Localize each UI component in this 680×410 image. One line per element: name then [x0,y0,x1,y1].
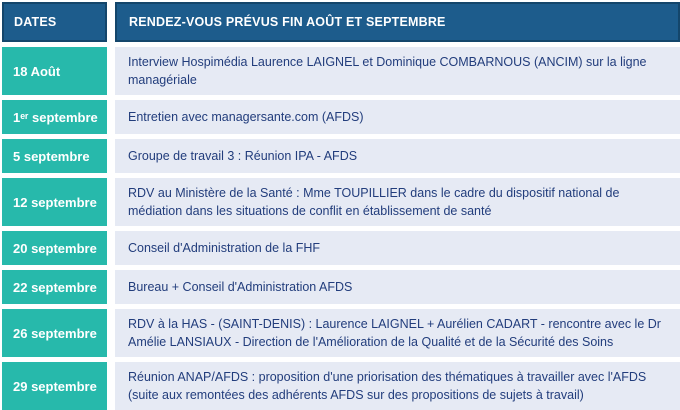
table-row [2,270,680,304]
date-cell: 18 Août [2,47,107,95]
table-row [2,231,680,265]
event-cell: RDV au Ministère de la Santé : Mme TOUPILLIER dans le cadre du dispositif national de médiation dans les situations de conflit en établissement de santé [115,178,680,226]
table-row [2,47,680,95]
appointments-column-header: RENDEZ-VOUS PRÉVUS FIN AOÛT ET SEPTEMBRE [115,2,680,42]
date-cell: 29 septembre [2,362,107,410]
date-cell: 12 septembre [2,178,107,226]
date-cell: 1ᵉʳ septembre [2,100,107,134]
table-row [2,139,680,173]
table-row [2,362,680,410]
date-cell: 20 septembre [2,231,107,265]
event-cell: Groupe de travail 3 : Réunion IPA - AFDS [115,139,680,173]
event-cell: Bureau + Conseil d'Administration AFDS [115,270,680,304]
table-header-row [2,2,680,42]
event-cell: Réunion ANAP/AFDS : proposition d'une priorisation des thématiques à travailler avec l'AFDS (suite aux remontées des adhérents AFDS sur des propositions de sujets à travail) [115,362,680,410]
table-row [2,100,680,134]
date-cell: 26 septembre [2,309,107,357]
event-cell: RDV à la HAS - (SAINT-DENIS) : Laurence LAIGNEL + Aurélien CADART - rencontre avec le Dr Amélie LANSIAUX - Direction de l'Amélioration de la Qualité et de la Sécurité des Soins [115,309,680,357]
table-row [2,309,680,357]
date-cell: 22 septembre [2,270,107,304]
event-cell: Interview Hospimédia Laurence LAIGNEL et Dominique COMBARNOUS (ANCIM) sur la ligne managériale [115,47,680,95]
event-cell: Conseil d'Administration de la FHF [115,231,680,265]
date-cell: 5 septembre [2,139,107,173]
event-cell: Entretien avec managersante.com (AFDS) [115,100,680,134]
dates-column-header: DATES [2,2,107,42]
table-row [2,178,680,226]
